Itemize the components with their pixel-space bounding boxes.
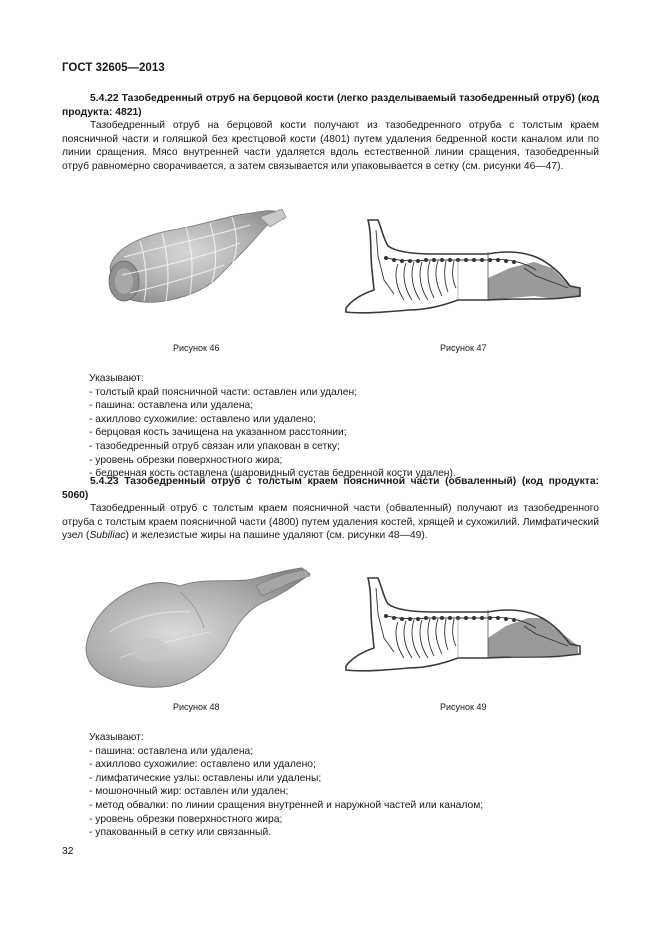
section-body: Тазобедренный отруб на берцовой кости получают из тазобедренного отруба с толстым краем поясничной части и голяшкой без крестцовой кости (4801) путем удаления бедренной кости каналом или по линии сращения. Мясо внутренней части удаляется вдоль естественной линии сращения, тазобедренный отруб равномерно сворачивается, а затем связывается или упаковывается в сетку (см. рисунки 46—47). [62, 120, 599, 172]
note-item: - метод обвалки: по линии сращения внутренней и наружной частей или каналом; [89, 799, 483, 813]
notes-title: Указывают: [89, 732, 144, 743]
notes-title: Указывают: [89, 373, 144, 384]
note-item: - мошоночный жир: оставлен или удален; [89, 785, 483, 799]
figure-48-image [80, 562, 320, 692]
body-text-before: Тазобедренный отруб с толстым краем поясничной части (обваленный) получают из тазобедренного отруба с толстым краем поясничной части (4800) путем удаления костей, хрящей и сухожилий. Лимфатический узел ( [62, 503, 599, 541]
section-title: 5.4.22 Тазобедренный отруб на берцовой кости (легко разделываемый тазобедренный отруб) (код продукта: 4821) [62, 93, 599, 118]
figure-49-caption: Рисунок 49 [440, 702, 487, 712]
figure-47-diagram [338, 210, 588, 325]
figure-49-diagram [338, 568, 588, 683]
note-item: - тазобедренный отруб связан или упакован в сетку; [89, 440, 456, 454]
note-item: - уровень обрезки поверхностного жира; [89, 813, 483, 827]
note-item: - бедренная кость оставлена (шаровидный сустав бедренной кости удален). [89, 467, 456, 481]
body-text-after: ) и железистые жиры на пашине удаляют (см. рисунки 48—49). [125, 530, 428, 541]
section-5-4-22 [62, 92, 599, 173]
note-item: - пашина: оставлена или удалена; [89, 745, 483, 759]
body-text-italic: Subiliac [89, 530, 126, 541]
note-item: - берцовая кость зачищена на указанном расстоянии; [89, 426, 456, 440]
figure-48-caption: Рисунок 48 [173, 702, 220, 712]
standard-id: ГОСТ 32605—2013 [62, 62, 165, 74]
note-item: - упакованный в сетку или связанный. [89, 826, 483, 840]
note-item: - уровень обрезки поверхностного жира; [89, 454, 456, 468]
section-2-notes [89, 731, 483, 840]
note-item: - лимфатические узлы: оставлены или удалены; [89, 772, 483, 786]
note-item: - ахиллово сухожилие: оставлено или удалено; [89, 413, 456, 427]
section-title: 5.4.23 Тазобедренный отруб с толстым краем поясничной части (обваленный) (код продукта: 5060) [62, 476, 599, 501]
figure-46-caption: Рисунок 46 [173, 343, 220, 353]
section-1-notes [89, 372, 456, 481]
note-item: - толстый край поясничной части: оставлен или удален; [89, 386, 456, 400]
note-item: - ахиллово сухожилие: оставлено или удалено; [89, 758, 483, 772]
section-5-4-23 [62, 475, 599, 543]
figure-47-caption: Рисунок 47 [440, 343, 487, 353]
page-number: 32 [62, 846, 74, 857]
figure-46-image [100, 205, 290, 310]
section-body [62, 502, 599, 543]
note-item: - пашина: оставлена или удалена; [89, 399, 456, 413]
